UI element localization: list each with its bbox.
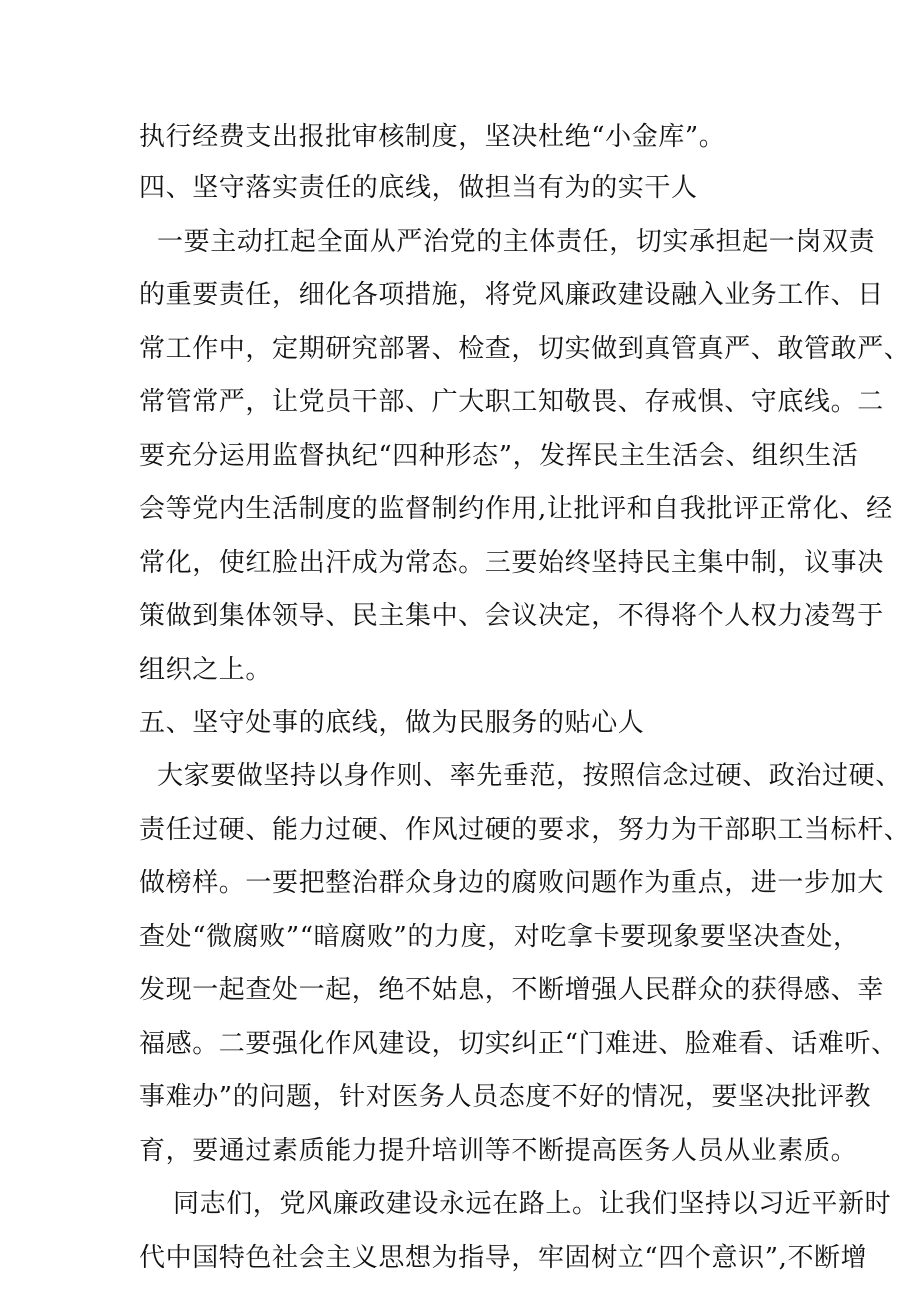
text-line: 同志们，党风廉政建设永远在路上。让我们坚持以习近平新时 xyxy=(173,1189,892,1219)
text-line: 常管常严，让党员干部、广大职工知敬畏、存戒惧、守底线。二 xyxy=(139,387,884,417)
text-line: 常化，使红脸出汗成为常态。三要始终坚持民主集中制，议事决 xyxy=(139,548,884,578)
text-line: 的重要责任，细化各项措施，将党风廉政建设融入业务工作、日 xyxy=(139,280,884,310)
section-heading: 四、坚守落实责任的底线，做担当有为的实干人 xyxy=(139,173,698,203)
text-line: 育，要通过素质能力提升培训等不断提高医务人员从业素质。 xyxy=(139,1136,858,1166)
text-line: 福感。二要强化作风建设，切实纠正“门难进、脸难看、话难听、 xyxy=(139,1029,898,1059)
text-line: 责任过硬、能力过硬、作风过硬的要求，努力为干部职工当标杆、 xyxy=(139,815,911,845)
text-line: 发现一起查处一起，绝不姑息，不断增强人民群众的获得感、幸 xyxy=(139,975,884,1005)
text-line: 组织之上。 xyxy=(139,655,273,685)
text-line: 会等党内生活制度的监督制约作用,让批评和自我批评正常化、经 xyxy=(139,494,893,524)
section-heading: 五、坚守处事的底线，做为民服务的贴心人 xyxy=(139,708,645,738)
text-line: 策做到集体领导、民主集中、会议决定，不得将个人权力凌驾于 xyxy=(139,601,884,631)
text-line: 要充分运用监督执纪“四种形态”，发挥民主生活会、组织生活 xyxy=(139,441,859,471)
text-line: 执行经费支出报批审核制度，坚决杜绝“小金库”。 xyxy=(139,122,726,152)
text-line: 做榜样。一要把整治群众身边的腐败问题作为重点，进一步加大 xyxy=(139,868,884,898)
text-line: 常工作中，定期研究部署、检查，切实做到真管真严、敢管敢严、 xyxy=(139,334,911,364)
text-line: 代中国特色社会主义思想为指导，牢固树立“四个意识”,不断增 xyxy=(139,1243,868,1273)
text-line: 查处“微腐败”“暗腐败”的力度，对吃拿卡要现象要坚决查处， xyxy=(139,922,860,952)
text-line: 一要主动扛起全面从严治党的主体责任，切实承担起一岗双责 xyxy=(157,227,876,257)
text-line: 事难办”的问题，针对医务人员态度不好的情况，要坚决批评教 xyxy=(139,1082,872,1112)
text-line: 大家要做坚持以身作则、率先垂范，按照信念过硬、政治过硬、 xyxy=(157,761,902,791)
